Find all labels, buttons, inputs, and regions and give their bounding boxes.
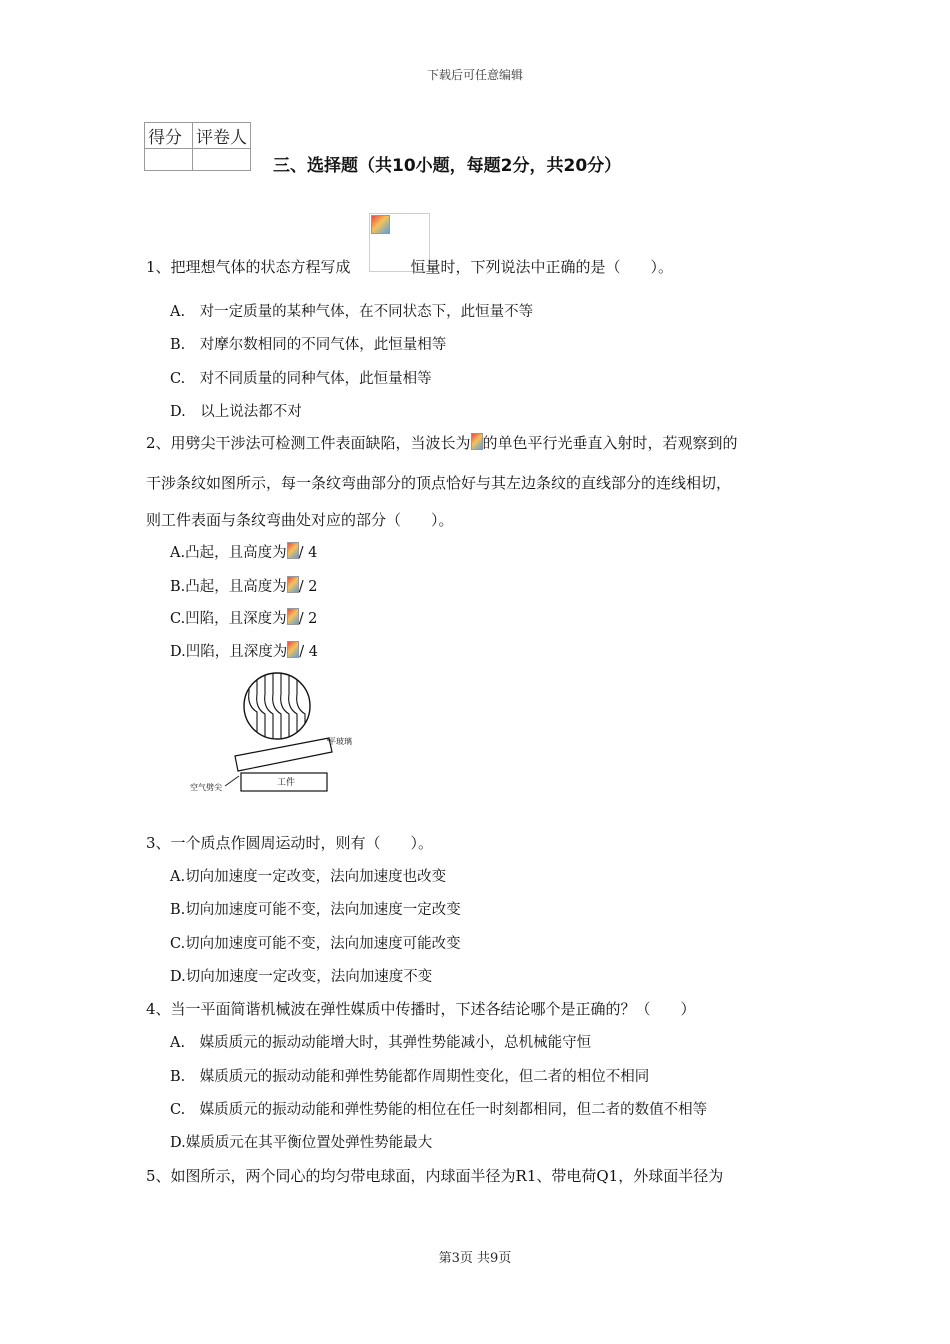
wedge-interference-figure	[185, 668, 365, 798]
fringe-circle	[244, 673, 310, 739]
q1-stem-before: 1、把理想气体的状态方程写成	[146, 258, 351, 276]
glass-plate	[235, 738, 332, 771]
workpiece-label: 工件	[277, 778, 296, 788]
q2-option-b	[170, 575, 318, 596]
q2-b-frac: / 2	[298, 579, 318, 595]
q1-option-c: C. 对不同质量的同种气体，此恒量相等	[170, 371, 432, 387]
question-2-line2: 干涉条纹如图所示，每一条纹弯曲部分的顶点恰好与其左边条纹的直线部分的连线相切，	[146, 474, 732, 492]
question-5-stem: 5、如图所示，两个同心的均匀带电球面，内球面半径为R1、带电荷Q1，外球面半径为	[146, 1167, 724, 1185]
q3-option-d: D.切向加速度一定改变，法向加速度不变	[170, 969, 433, 985]
q3-option-a: A.切向加速度一定改变，法向加速度也改变	[170, 869, 447, 885]
q2-stem-b: 的单色平行光垂直入射时，若观察到的	[482, 434, 738, 452]
score-cell	[145, 149, 193, 171]
q2-option-d	[170, 640, 318, 661]
grader-cell	[193, 149, 251, 171]
q2-c-text: C.凹陷，且深度为	[170, 611, 287, 627]
q4-option-a: A. 媒质质元的振动动能增大时，其弹性势能减小，总机械能守恒	[170, 1035, 592, 1051]
question-2-line3: 则工件表面与条纹弯曲处对应的部分（ ）。	[146, 511, 454, 529]
q1-stem-after: 恒量时，下列说法中正确的是（ ）。	[410, 258, 674, 276]
lambda-image-icon	[287, 576, 299, 593]
q2-a-text: A.凸起，且高度为	[170, 545, 287, 561]
question-2-line1	[146, 432, 738, 453]
lambda-image-icon	[287, 542, 299, 559]
score-label: 得分	[145, 123, 193, 149]
q2-d-text: D.凹陷，且深度为	[170, 644, 288, 660]
question-4-stem: 4、当一平面简谐机械波在弹性媒质中传播时，下述各结论哪个是正确的？（ ）	[146, 1000, 696, 1018]
q4-option-b: B. 媒质质元的振动动能和弹性势能都作周期性变化，但二者的相位不相同	[170, 1069, 650, 1085]
q2-a-frac: / 4	[298, 545, 318, 561]
broken-image-icon	[371, 215, 390, 234]
q3-option-b: B.切向加速度可能不变，法向加速度一定改变	[170, 902, 461, 918]
wedge-label: 空气劈尖	[190, 783, 222, 792]
q2-option-a	[170, 541, 317, 562]
q2-b-text: B.凸起，且高度为	[170, 579, 287, 595]
page-number: 第3页 共9页	[438, 1251, 512, 1266]
q4-option-d: D.媒质质元在其平衡位置处弹性势能最大	[170, 1135, 433, 1151]
q2-c-frac: / 2	[298, 611, 318, 627]
lambda-image-icon	[287, 608, 299, 625]
q3-option-c: C.切向加速度可能不变，法向加速度可能改变	[170, 936, 461, 952]
score-table	[144, 122, 251, 171]
q2-option-c	[170, 607, 317, 628]
lambda-image-icon	[287, 641, 299, 658]
plate-label: 平玻璃	[328, 737, 352, 746]
q1-option-d: D. 以上说法都不对	[170, 404, 302, 420]
q1-option-a: A. 对一定质量的某种气体，在不同状态下，此恒量不等	[170, 304, 534, 320]
header-note: 下载后可任意编辑	[426, 68, 523, 82]
question-3-stem: 3、一个质点作圆周运动时，则有（ ）。	[146, 834, 434, 852]
q1-option-b: B. 对摩尔数相同的不同气体，此恒量相等	[170, 337, 447, 353]
section-title: 三、选择题（共10小题，每题2分，共20分）	[273, 156, 622, 176]
q4-option-c: C. 媒质质元的振动动能和弹性势能的相位在任一时刻都相同，但二者的数值不相等	[170, 1102, 708, 1118]
fringe-lines	[243, 668, 305, 748]
grader-label: 评卷人	[193, 123, 251, 149]
q2-stem-a: 2、用劈尖干涉法可检测工件表面缺陷，当波长为	[146, 434, 471, 452]
q2-d-frac: / 4	[299, 644, 318, 660]
question-1-stem	[146, 256, 673, 277]
lambda-image-icon	[471, 433, 483, 450]
